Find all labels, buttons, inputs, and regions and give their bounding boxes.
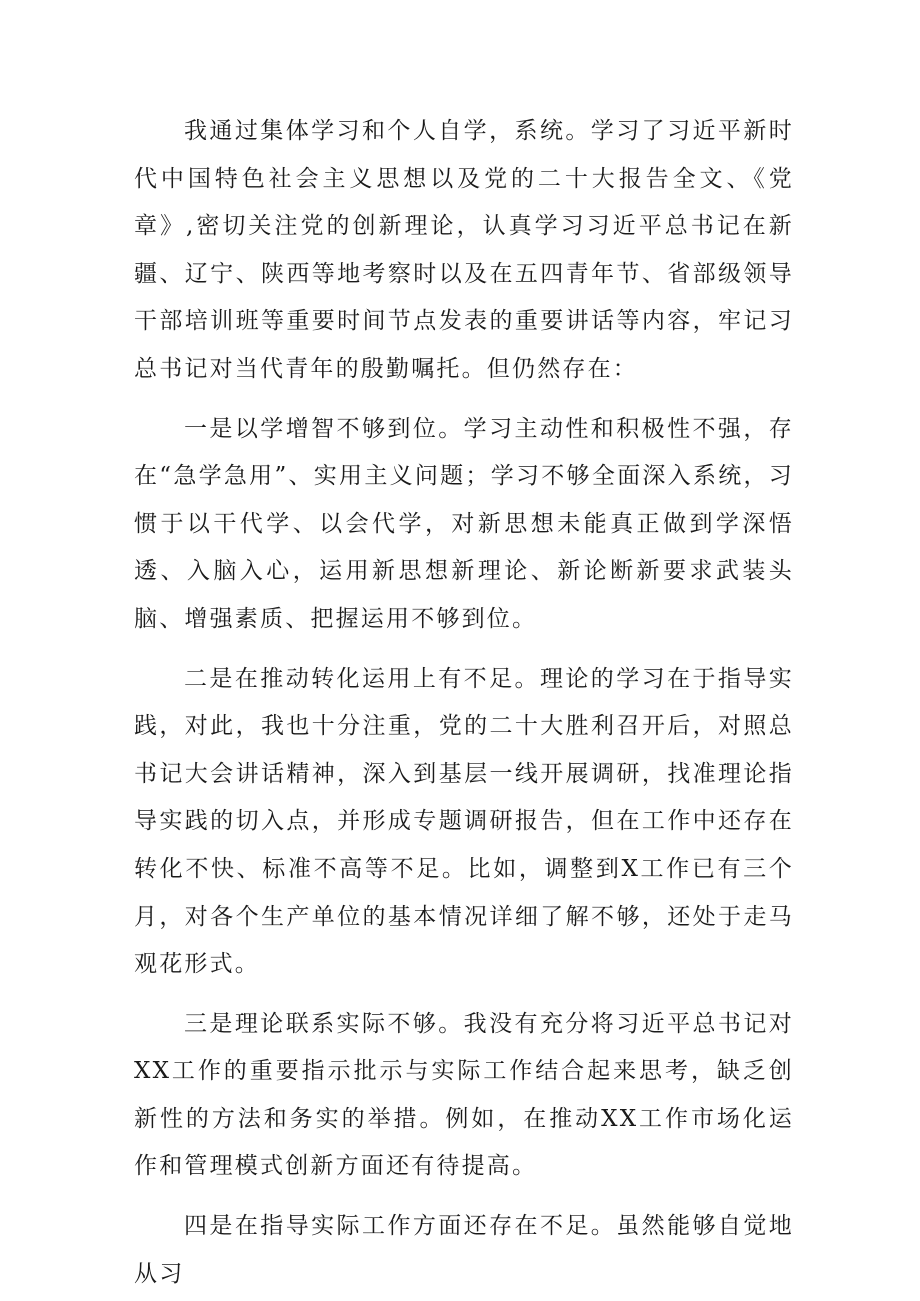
- paragraph-point-one: 一是以学增智不够到位。学习主动性和积极性不强，存在“急学急用”、实用主义问题；学习不够全面深入系统，习惯于以干代学、以会代学，对新思想未能真正做到学深悟透、入脑入心，运用新思想新理论、新论断新要求武装头脑、增强素质、把握运用不够到位。: [134, 415, 794, 632]
- paragraph-point-two: 二是在推动转化运用上有不足。理论的学习在于指导实践，对此，我也十分注重，党的二十大胜利召开后，对照总书记大会讲话精神，深入到基层一线开展调研，找准理论指导实践的切入点，并形成专题调研报告，但在工作中还存在转化不快、标准不高等不足。比如，调整到X工作已有三个月，对各个生产单位的基本情况详细了解不够，还处于走马观花形式。: [134, 665, 794, 978]
- document-body: [134, 108, 794, 1298]
- paragraph-point-three: 三是理论联系实际不够。我没有充分将习近平总书记对XX工作的重要指示批示与实际工作结合起来思考，缺乏创新性的方法和务实的举措。例如，在推动XX工作市场化运作和管理模式创新方面还有待提高。: [134, 1010, 794, 1180]
- paragraph-intro: 我通过集体学习和个人自学，系统。学习了习近平新时代中国特色社会主义思想以及党的二十大报告全文、《党章》,密切关注党的创新理论，认真学习习近平总书记在新疆、辽宁、陕西等地考察时以及在五四青年节、省部级领导干部培训班等重要时间节点发表的重要讲话等内容，牢记习总书记对当代青年的殷勤嘱托。但仍然存在：: [134, 118, 794, 382]
- paragraph-point-four: 四是在指导实际工作方面还存在不足。虽然能够自觉地从习: [134, 1213, 794, 1287]
